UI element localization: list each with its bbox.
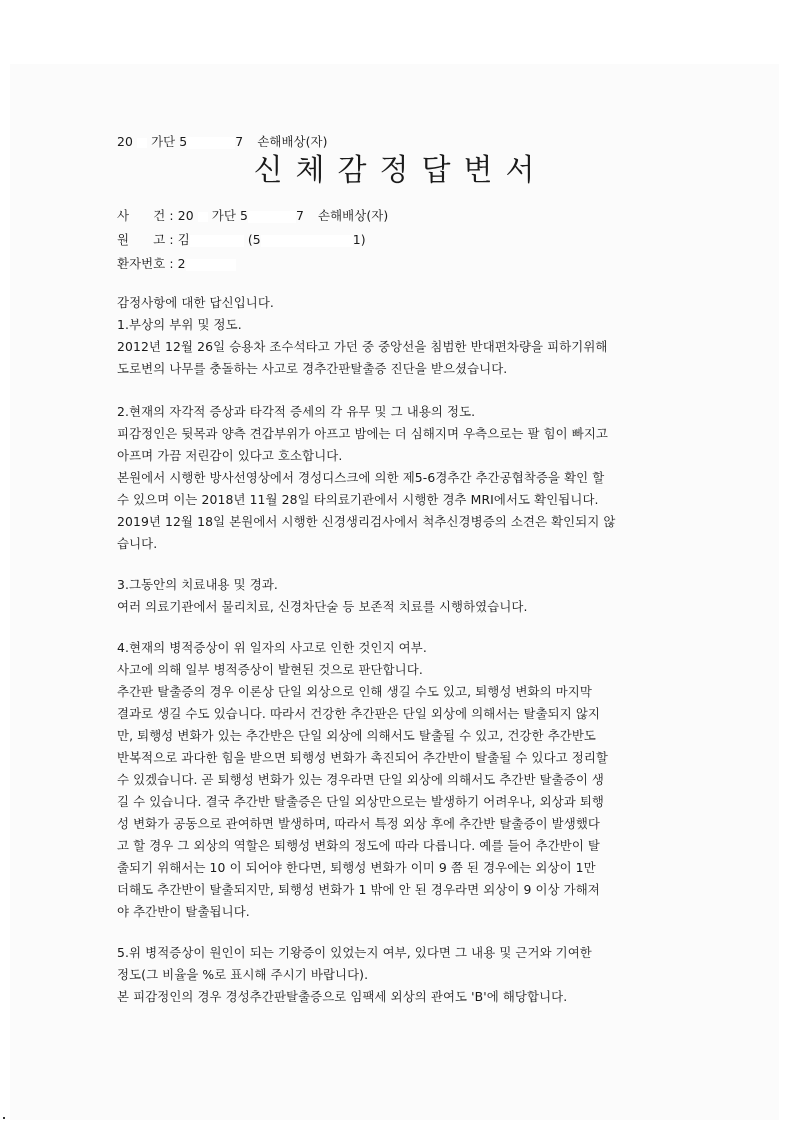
- body-line: 출되기 위해서는 10 이 되어야 한다면, 퇴행성 변화가 이미 9 쯤 된 경우에는 외상이 1만: [117, 860, 596, 875]
- body-line: 추간판 탈출증의 경우 이론상 단일 외상으로 인해 생길 수도 있고, 퇴행성 변화의 마지막: [117, 684, 592, 699]
- body-line: 사고에 의해 일부 병적증상이 발현된 것으로 판단합니다.: [117, 662, 423, 677]
- field-plaintiff-id-end: 1): [352, 232, 366, 247]
- field-case-type: 손해배상(자): [318, 208, 389, 223]
- redaction: [137, 138, 147, 148]
- document-title: 신체감정답변서: [253, 153, 548, 188]
- body-line: 성 변화가 공동으로 관여하면 발생하며, 따라서 특정 외상 후에 추간반 탈출증이 발생했다: [117, 816, 600, 831]
- body-line: 수 있겠습니다. 곧 퇴행성 변화가 있는 경우라면 단일 외상에 의해서도 추간반 탈출증이 생: [117, 772, 604, 787]
- case-header: [117, 135, 328, 149]
- case-year: 20: [117, 134, 133, 149]
- redaction: [190, 235, 244, 247]
- case-type: 손해배상(자): [257, 134, 328, 149]
- body-line: 본원에서 시행한 방사선영상에서 경성디스크에 의한 제5-6경추간 추간공협착증을 확인 할: [117, 470, 605, 485]
- section-heading: 1.부상의 부위 및 정도.: [117, 317, 242, 332]
- body-line: 습니다.: [117, 536, 158, 551]
- body-line: 도로변의 나무를 충돌하는 사고로 경추간판탈출증 진단을 받으셨습니다.: [117, 361, 508, 376]
- body-line: 피감정인은 뒷목과 양측 견갑부위가 아프고 밤에는 더 심해지며 우측으로는 팔 힘이 빠지고: [117, 426, 608, 441]
- field-case-number-end: 7: [295, 208, 304, 223]
- section-heading: 5.위 병적증상이 원인이 되는 기왕증이 있었는지 여부, 있다면 그 내용 및 근거와 기여한: [117, 945, 592, 960]
- body-line: 여러 의료기관에서 물리치료, 신경차단술 등 보존적 치료를 시행하였습니다.: [117, 599, 528, 614]
- field-case-label: 사 건 :: [117, 208, 174, 223]
- section-heading: 4.현재의 병적증상이 위 일자의 사고로 인한 것인지 여부.: [117, 640, 427, 655]
- section-heading: 3.그동안의 치료내용 및 경과.: [117, 577, 278, 592]
- case-number-start: 가단 5: [151, 134, 188, 149]
- case-number-end: 7: [235, 134, 244, 149]
- body-line: 감정사항에 대한 답신입니다.: [117, 295, 274, 310]
- field-patient-number: [117, 257, 236, 271]
- redaction: [198, 212, 208, 222]
- body-line: 야 추간반이 탈출됩니다.: [117, 904, 250, 919]
- redaction: [186, 259, 236, 271]
- body-line: 아프며 가끔 저린감이 있다고 호소합니다.: [117, 448, 343, 463]
- body-line: 정도(그 비율을 %로 표시해 주시기 바랍니다).: [117, 967, 369, 982]
- redaction: [187, 137, 235, 149]
- body-line: 결과로 생길 수도 있습니다. 따라서 건강한 추간판은 단일 외상에 의해서는 탈출되지 않지: [117, 706, 600, 721]
- field-case: [117, 209, 388, 223]
- body-line: 길 수 있습니다. 결국 추간반 탈출증은 단일 외상만으로는 발생하기 어려우나, 외상과 퇴행: [117, 794, 604, 809]
- body-line: 2012년 12월 26일 승용차 조수석타고 가던 중 중앙선을 침범한 반대편차량을 피하기위해: [117, 339, 608, 354]
- field-plaintiff-name: 김: [177, 232, 190, 247]
- body-line: 고 할 경우 그 외상의 역할은 퇴행성 변화의 정도에 따라 다릅니다. 예를 들어 추간반이 탈: [117, 838, 601, 853]
- body-line: 본 피감정인의 경우 경성추간판탈출증으로 임팩세 외상의 관여도 'B'에 해당합니다.: [117, 989, 568, 1004]
- field-patient-value: 2: [177, 256, 186, 271]
- field-patient-label: 환자번호 :: [117, 256, 174, 271]
- field-plaintiff-label: 원 고 :: [117, 232, 174, 247]
- redaction: [248, 211, 296, 223]
- field-plaintiff: [117, 233, 366, 247]
- field-case-year: 20: [177, 208, 194, 223]
- scan-mark: [3, 1117, 5, 1119]
- body-line: 수 있으며 이는 2018년 11월 28일 타의료기관에서 시행한 경추 MRI에서도 확인됩니다.: [117, 492, 599, 507]
- body-line: 반복적으로 과다한 힘을 받으면 퇴행성 변화가 촉진되어 추간반이 탈출될 수 있다고 정리할: [117, 750, 608, 765]
- field-case-number-start: 가단 5: [211, 208, 248, 223]
- field-plaintiff-id-start: (5: [247, 232, 261, 247]
- redaction: [261, 235, 353, 247]
- body-line: 더해도 추간반이 탈출되지만, 퇴행성 변화가 1 밖에 안 된 경우라면 외상이 9 이상 가해져: [117, 882, 600, 897]
- body-line: 만, 퇴행성 변화가 있는 추간반은 단일 외상에 의해서도 탈출될 수 있고, 건강한 추간반도: [117, 728, 596, 743]
- body-line: 2019년 12월 18일 본원에서 시행한 신경생리검사에서 척추신경병증의 소견은 확인되지 않: [117, 514, 616, 529]
- section-heading: 2.현재의 자각적 증상과 타각적 증세의 각 유무 및 그 내용의 정도.: [117, 404, 476, 419]
